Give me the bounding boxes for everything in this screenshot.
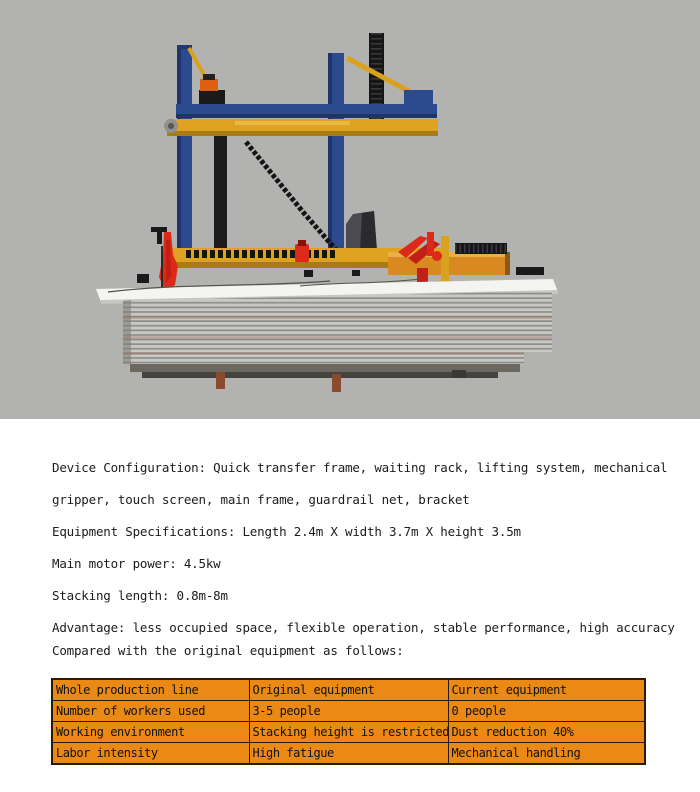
table-cell: 0 people <box>448 701 645 722</box>
main-motor-power-line: Main motor power: 4.5kw <box>52 556 221 571</box>
table-row <box>52 743 645 765</box>
device-configuration-line-1: Device Configuration: Quick transfer frame, waiting rack, lifting system, mechanical <box>52 460 668 475</box>
table-cell: Number of workers used <box>52 701 249 722</box>
table-row <box>52 701 645 722</box>
advantage-line: Advantage: less occupied space, flexible operation, stable performance, high accuracy <box>52 620 675 635</box>
table-cell: Mechanical handling <box>448 743 645 765</box>
table-cell: Dust reduction 40% <box>448 722 645 743</box>
device-configuration-line-2: gripper, touch screen, main frame, guardrail net, bracket <box>52 492 470 507</box>
stacking-length-line: Stacking length: 0.8m-8m <box>52 588 228 603</box>
table-row <box>52 679 645 701</box>
table-cell: High fatigue <box>249 743 448 765</box>
table-cell: Stacking height is restricted <box>249 722 448 743</box>
equipment-specifications-line: Equipment Specifications: Length 2.4m X width 3.7m X height 3.5m <box>52 524 521 539</box>
table-cell: 3-5 people <box>249 701 448 722</box>
table-cell: Working environment <box>52 722 249 743</box>
comparison-table <box>51 678 646 765</box>
table-cell: Original equipment <box>249 679 448 701</box>
comparison-intro-line: Compared with the original equipment as follows: <box>52 643 404 658</box>
table-row <box>52 722 645 743</box>
table-cell: Whole production line <box>52 679 249 701</box>
table-cell: Current equipment <box>448 679 645 701</box>
table-cell: Labor intensity <box>52 743 249 765</box>
